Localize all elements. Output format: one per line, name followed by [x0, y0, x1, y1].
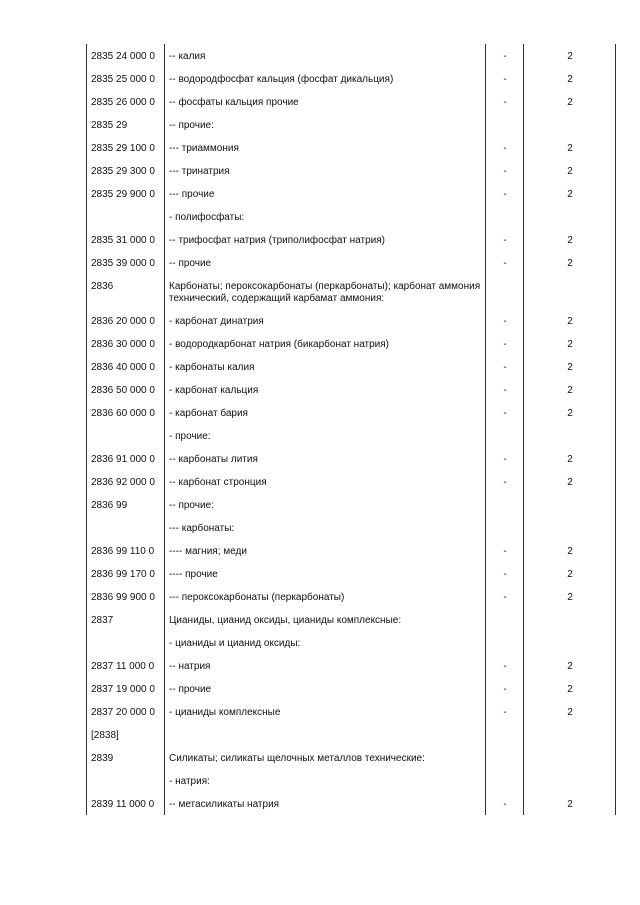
table-row	[87, 562, 616, 585]
table-row	[87, 67, 616, 90]
description-cell: ---- магния; меди	[165, 539, 486, 562]
table-row	[87, 136, 616, 159]
unit-cell: -	[486, 792, 524, 815]
tariff-table-body	[87, 44, 616, 815]
unit-cell	[486, 274, 524, 309]
table-row	[87, 44, 616, 67]
table-row	[87, 493, 616, 516]
tariff-code-cell: [2838]	[87, 723, 165, 746]
description-cell: - карбонат бария	[165, 401, 486, 424]
tariff-code-cell	[87, 769, 165, 792]
table-row	[87, 723, 616, 746]
description-cell: Цианиды, цианид оксиды, цианиды комплексные:	[165, 608, 486, 631]
table-row	[87, 113, 616, 136]
table-row	[87, 470, 616, 493]
unit-cell	[486, 516, 524, 539]
table-row	[87, 447, 616, 470]
description-cell: --- пероксокарбонаты (перкарбонаты)	[165, 585, 486, 608]
duty-rate-cell	[524, 631, 616, 654]
tariff-code-cell: 2837 20 000 0	[87, 700, 165, 723]
tariff-code-cell: 2836 92 000 0	[87, 470, 165, 493]
duty-rate-cell: 2	[524, 251, 616, 274]
unit-cell: -	[486, 309, 524, 332]
duty-rate-cell	[524, 516, 616, 539]
description-cell: - карбонат динатрия	[165, 309, 486, 332]
tariff-code-cell: 2835 29 300 0	[87, 159, 165, 182]
tariff-code-cell: 2836 50 000 0	[87, 378, 165, 401]
description-cell: -- натрия	[165, 654, 486, 677]
unit-cell: -	[486, 700, 524, 723]
tariff-code-cell	[87, 205, 165, 228]
duty-rate-cell: 2	[524, 136, 616, 159]
unit-cell	[486, 424, 524, 447]
duty-rate-cell	[524, 723, 616, 746]
tariff-code-cell: 2835 25 000 0	[87, 67, 165, 90]
duty-rate-cell: 2	[524, 332, 616, 355]
table-row	[87, 539, 616, 562]
duty-rate-cell: 2	[524, 470, 616, 493]
duty-rate-cell	[524, 746, 616, 769]
unit-cell: -	[486, 159, 524, 182]
tariff-code-cell: 2839 11 000 0	[87, 792, 165, 815]
tariff-code-cell: 2836 30 000 0	[87, 332, 165, 355]
duty-rate-cell: 2	[524, 585, 616, 608]
description-cell: - прочие:	[165, 424, 486, 447]
unit-cell: -	[486, 251, 524, 274]
table-row	[87, 792, 616, 815]
duty-rate-cell: 2	[524, 378, 616, 401]
tariff-code-cell: 2837	[87, 608, 165, 631]
description-cell: --- тринатрия	[165, 159, 486, 182]
unit-cell	[486, 746, 524, 769]
description-cell: --- карбонаты:	[165, 516, 486, 539]
description-cell: -- прочие:	[165, 113, 486, 136]
unit-cell: -	[486, 562, 524, 585]
description-cell: -- прочие	[165, 251, 486, 274]
unit-cell	[486, 608, 524, 631]
table-row	[87, 90, 616, 113]
unit-cell	[486, 769, 524, 792]
duty-rate-cell: 2	[524, 309, 616, 332]
description-cell: -- метасиликаты натрия	[165, 792, 486, 815]
unit-cell: -	[486, 90, 524, 113]
description-cell: -- карбонат стронция	[165, 470, 486, 493]
description-cell	[165, 723, 486, 746]
duty-rate-cell	[524, 424, 616, 447]
tariff-code-cell: 2835 26 000 0	[87, 90, 165, 113]
tariff-code-cell: 2835 24 000 0	[87, 44, 165, 67]
tariff-code-cell: 2835 31 000 0	[87, 228, 165, 251]
description-cell: - карбонат кальция	[165, 378, 486, 401]
unit-cell	[486, 493, 524, 516]
tariff-code-cell: 2836 91 000 0	[87, 447, 165, 470]
duty-rate-cell	[524, 205, 616, 228]
description-cell: --- прочие	[165, 182, 486, 205]
unit-cell: -	[486, 654, 524, 677]
unit-cell: -	[486, 44, 524, 67]
unit-cell: -	[486, 677, 524, 700]
table-row	[87, 332, 616, 355]
table-row	[87, 700, 616, 723]
table-row	[87, 274, 616, 309]
table-row	[87, 654, 616, 677]
unit-cell: -	[486, 228, 524, 251]
table-row	[87, 677, 616, 700]
tariff-code-cell: 2835 29 900 0	[87, 182, 165, 205]
description-cell: -- водородфосфат кальция (фосфат дикальция)	[165, 67, 486, 90]
tariff-code-cell: 2835 39 000 0	[87, 251, 165, 274]
table-row	[87, 746, 616, 769]
unit-cell: -	[486, 539, 524, 562]
unit-cell: -	[486, 67, 524, 90]
duty-rate-cell: 2	[524, 182, 616, 205]
tariff-code-cell	[87, 424, 165, 447]
duty-rate-cell: 2	[524, 677, 616, 700]
tariff-code-cell: 2836 99 900 0	[87, 585, 165, 608]
duty-rate-cell: 2	[524, 401, 616, 424]
table-row	[87, 182, 616, 205]
tariff-code-cell: 2837 19 000 0	[87, 677, 165, 700]
unit-cell	[486, 113, 524, 136]
unit-cell: -	[486, 136, 524, 159]
duty-rate-cell: 2	[524, 562, 616, 585]
table-row	[87, 309, 616, 332]
table-row	[87, 769, 616, 792]
tariff-code-cell	[87, 631, 165, 654]
table-row	[87, 631, 616, 654]
description-cell: - полифосфаты:	[165, 205, 486, 228]
table-row	[87, 585, 616, 608]
duty-rate-cell: 2	[524, 792, 616, 815]
description-cell: Силикаты; силикаты щелочных металлов технические:	[165, 746, 486, 769]
tariff-code-cell: 2839	[87, 746, 165, 769]
description-cell: -- фосфаты кальция прочие	[165, 90, 486, 113]
table-row	[87, 251, 616, 274]
description-cell: -- прочие	[165, 677, 486, 700]
unit-cell	[486, 631, 524, 654]
description-cell: -- калия	[165, 44, 486, 67]
description-cell: --- триаммония	[165, 136, 486, 159]
unit-cell	[486, 723, 524, 746]
tariff-code-cell: 2836 60 000 0	[87, 401, 165, 424]
duty-rate-cell: 2	[524, 90, 616, 113]
duty-rate-cell: 2	[524, 44, 616, 67]
description-cell: - цианиды комплексные	[165, 700, 486, 723]
duty-rate-cell: 2	[524, 654, 616, 677]
tariff-code-cell: 2836 40 000 0	[87, 355, 165, 378]
duty-rate-cell: 2	[524, 67, 616, 90]
duty-rate-cell	[524, 493, 616, 516]
tariff-code-cell: 2837 11 000 0	[87, 654, 165, 677]
tariff-code-cell: 2836 99 170 0	[87, 562, 165, 585]
table-row	[87, 516, 616, 539]
unit-cell: -	[486, 182, 524, 205]
unit-cell	[486, 205, 524, 228]
unit-cell: -	[486, 378, 524, 401]
tariff-code-cell: 2835 29 100 0	[87, 136, 165, 159]
duty-rate-cell	[524, 274, 616, 309]
duty-rate-cell: 2	[524, 355, 616, 378]
tariff-code-cell: 2836 99 110 0	[87, 539, 165, 562]
description-cell: - карбонаты калия	[165, 355, 486, 378]
table-row	[87, 608, 616, 631]
table-row	[87, 159, 616, 182]
duty-rate-cell: 2	[524, 447, 616, 470]
unit-cell: -	[486, 332, 524, 355]
unit-cell: -	[486, 447, 524, 470]
description-cell: - натрия:	[165, 769, 486, 792]
duty-rate-cell	[524, 113, 616, 136]
unit-cell: -	[486, 585, 524, 608]
tariff-code-cell: 2835 29	[87, 113, 165, 136]
tariff-code-cell: 2836	[87, 274, 165, 309]
description-cell: - цианиды и цианид оксиды:	[165, 631, 486, 654]
tariff-code-cell: 2836 99	[87, 493, 165, 516]
description-cell: -- карбонаты лития	[165, 447, 486, 470]
duty-rate-cell: 2	[524, 700, 616, 723]
unit-cell: -	[486, 355, 524, 378]
duty-rate-cell	[524, 608, 616, 631]
description-cell: Карбонаты; пероксокарбонаты (перкарбонаты); карбонат аммония технический, содержащий карбамат аммония:	[165, 274, 486, 309]
description-cell: -- трифосфат натрия (триполифосфат натрия)	[165, 228, 486, 251]
table-row	[87, 355, 616, 378]
tariff-table	[86, 44, 616, 815]
unit-cell: -	[486, 401, 524, 424]
duty-rate-cell: 2	[524, 228, 616, 251]
table-row	[87, 228, 616, 251]
unit-cell: -	[486, 470, 524, 493]
duty-rate-cell: 2	[524, 539, 616, 562]
description-cell: ---- прочие	[165, 562, 486, 585]
tariff-code-cell: 2836 20 000 0	[87, 309, 165, 332]
tariff-code-cell	[87, 516, 165, 539]
duty-rate-cell	[524, 769, 616, 792]
duty-rate-cell: 2	[524, 159, 616, 182]
table-row	[87, 205, 616, 228]
table-row	[87, 424, 616, 447]
description-cell: - водородкарбонат натрия (бикарбонат натрия)	[165, 332, 486, 355]
table-row	[87, 378, 616, 401]
description-cell: -- прочие:	[165, 493, 486, 516]
table-row	[87, 401, 616, 424]
